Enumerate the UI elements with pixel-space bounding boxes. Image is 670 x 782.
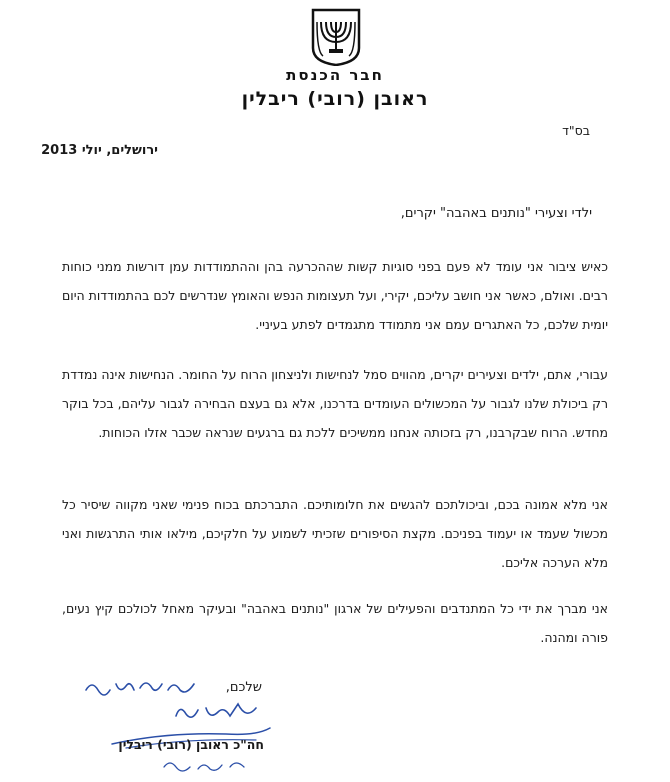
bsd-mark: בס"ד <box>562 123 590 138</box>
paragraph-4: אני מברך את ידי כל המתנדבים והפעילים של ארגון "נותנים באהבה" ובעיקר מאחל לכולכם קיץ נעים, פורה ומהנה. <box>62 601 608 645</box>
paragraph-2: עבורי, אתם, ילדים וצעירים יקרים, מהווים סמל לנחישות ולניצחון הרוח על החומר. הנחישות אינה נמדדת רק ביכולת שלנו לגבור על המכשולים העומדים בדרכנו, אלא גם בעצם הבחירה לגבור עליהם, בכל בוקר מחדש. הרוח שבקרבנו, רק בזכותה אנחנו ממשיכים ללכת גם ברגעים שנראה שכבר אזלו הכוחות. <box>62 367 608 440</box>
letter-date: ירושלים, יולי 2013 <box>41 143 158 158</box>
knesset-emblem-icon <box>311 8 361 66</box>
member-title: חבר הכנסת <box>286 66 384 84</box>
member-name: ראובן (רובי) ריבלין <box>241 88 429 110</box>
paragraph-1: כאיש ציבור אני עומד לא פעם בפני סוגיות קשות שההכרעה בהן וההתמודדות עמן דורשות ממני כוחות רבים. ואולם, כאשר אני חושב עליכם, יקירי, ועל תעצומות הנפש והאומץ שנדרשים לכם בהתמודדות היום יומית שלכם, כל האתגרים עמם אני מתמודד מתגמדים לפתע בעיניי. <box>62 259 608 332</box>
signatory-name: חה"כ ראובן (רובי) ריבלין <box>118 737 264 752</box>
greeting: ילדי וצעירי "נותנים באהבה" יקרים, <box>400 206 592 221</box>
city-script <box>160 757 250 775</box>
closing-salutation: שלכם, <box>225 680 262 695</box>
paragraph-3: אני מלא אמונה בכם, וביכולתכם להגשים את חלומותיכם. התברכתם בכוח פנימי שאני מקווה שיסיר כל מכשול שעמד או יעמוד בפניכם. מקצת הסיפורים שזכיתי לשמוע על חלקיכם, מילאו אותי התרגשות ואני מלא הערכה אליכם. <box>62 497 608 570</box>
